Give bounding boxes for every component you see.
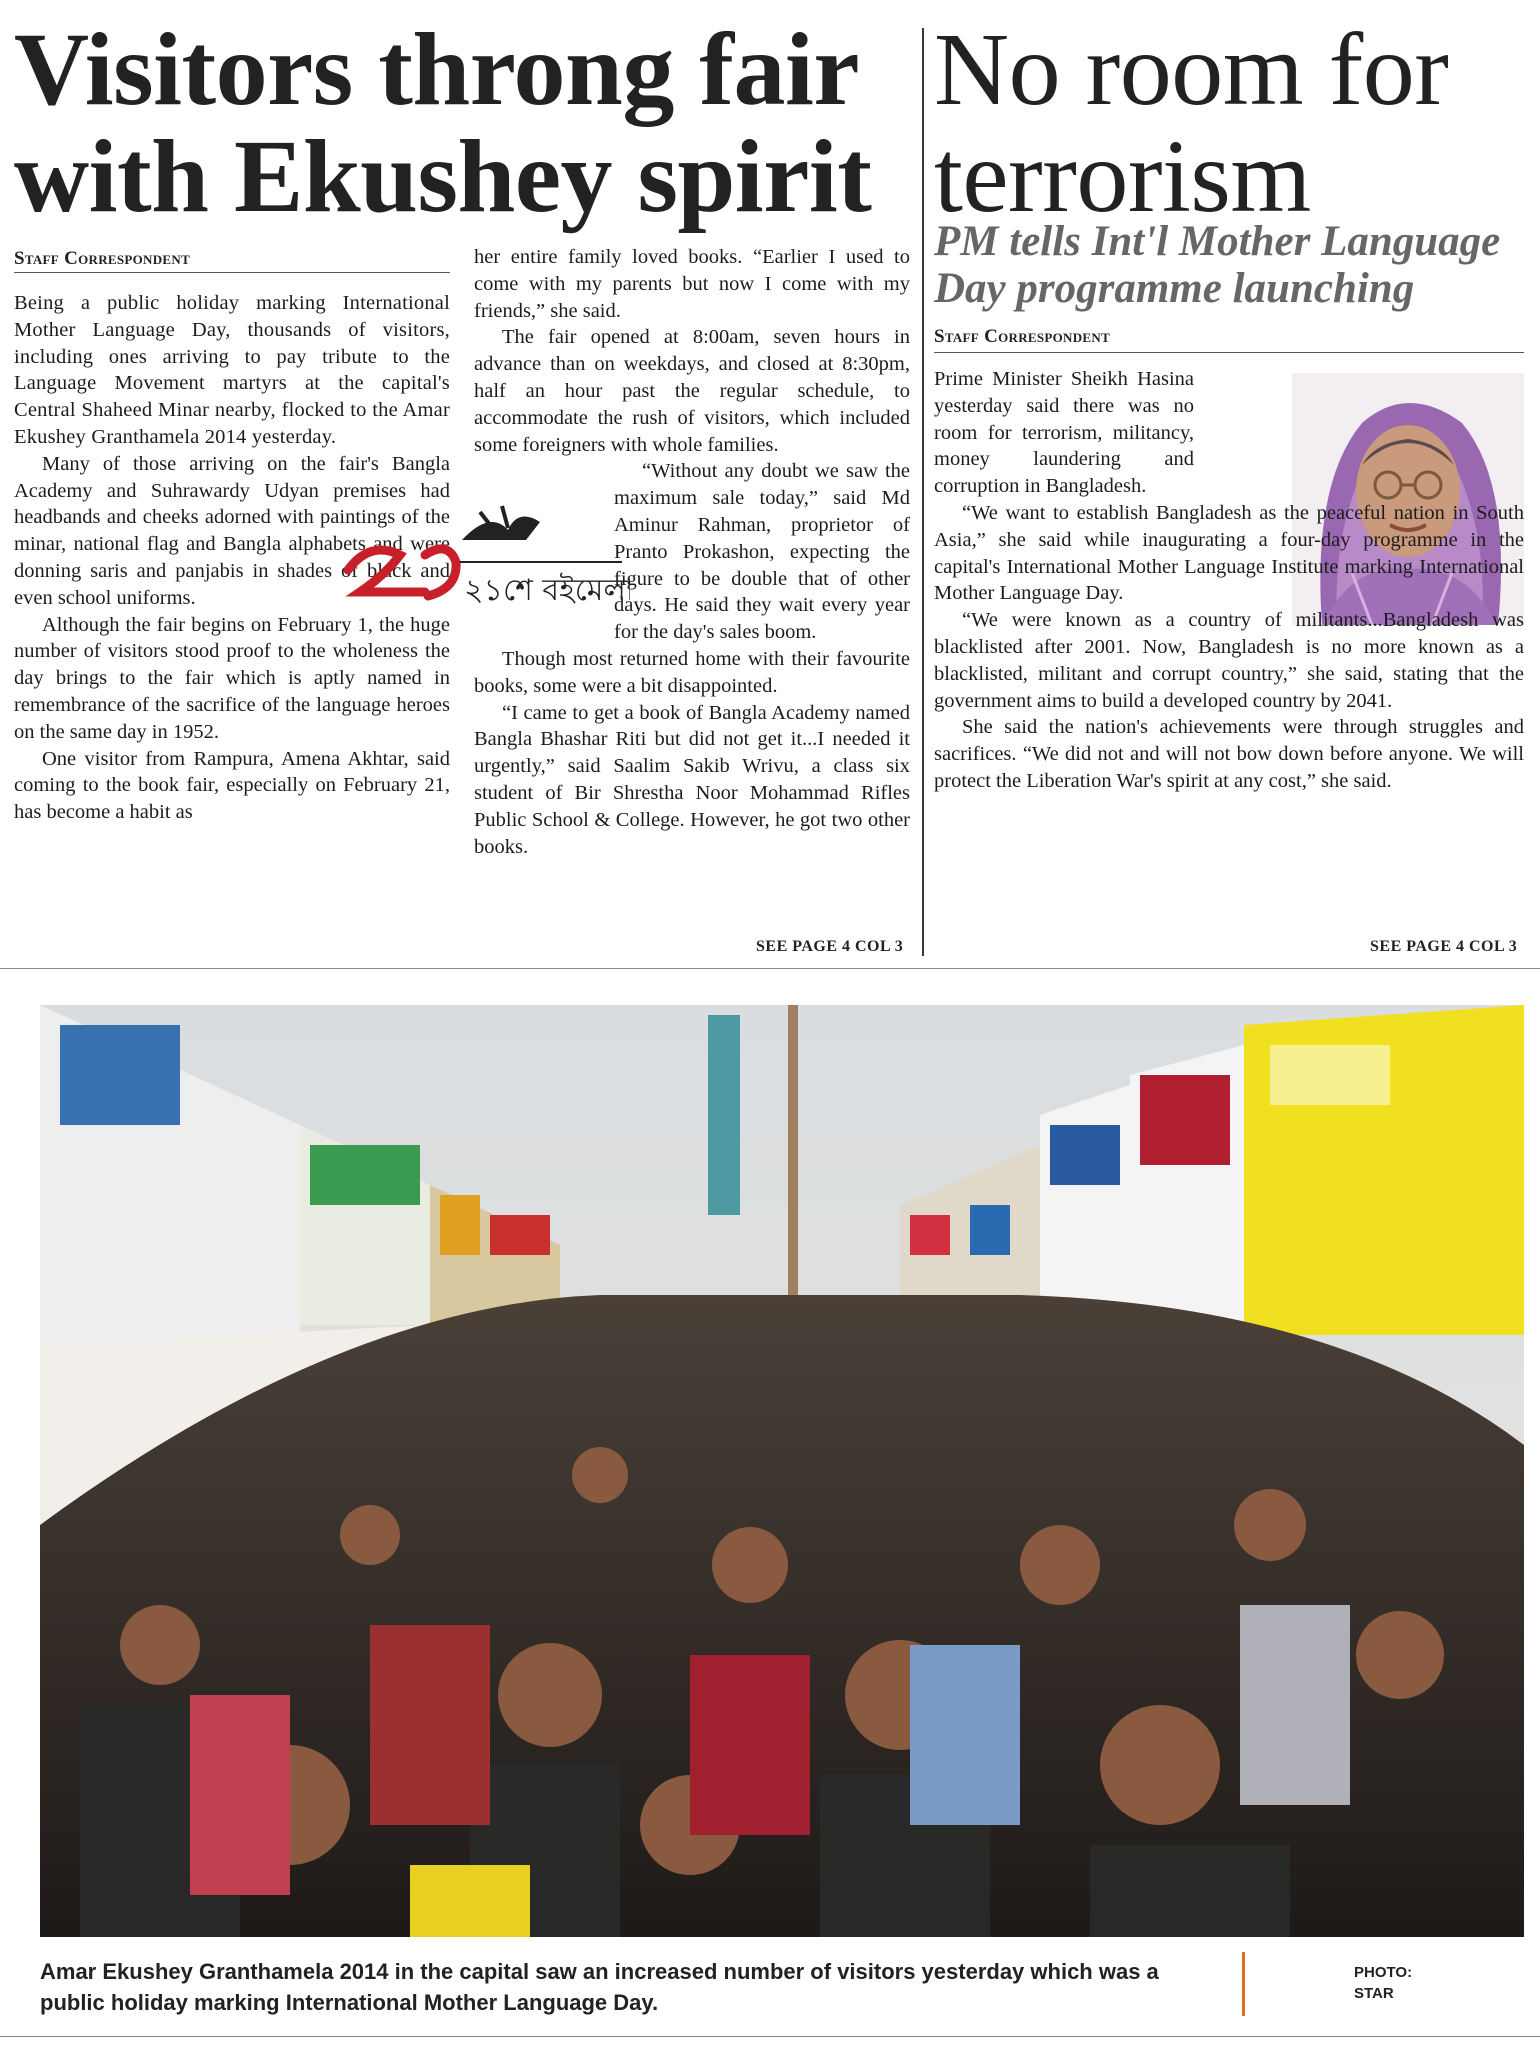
right-story-body: [934, 366, 1524, 795]
rule-under-byline-right: [934, 352, 1524, 353]
photo-credit-source: STAR: [1354, 1985, 1394, 2002]
logo-bangla-text: ২১শে বইমেলা: [464, 573, 630, 608]
photo-credit: [1354, 1962, 1412, 2004]
rule-above-photo: [0, 968, 1540, 969]
column-divider-main: [922, 28, 924, 956]
left-headline-line2: with Ekushey spirit: [14, 119, 872, 235]
right-subhead: PM tells Int'l Mother Language Day programme launching: [934, 218, 1501, 313]
logo-graphic: [330, 500, 630, 630]
crowd-photo-graphic: [40, 1005, 1524, 1937]
right-headline: [934, 12, 1534, 235]
right-see-page: SEE PAGE 4 COL 3: [1370, 938, 1518, 955]
left-col2-para2: The fair opened at 8:00am, seven hours in advance than on weekdays, and closed at 8:30pm, half an hour past the regular schedule, to accommodate the rush of visitors, which included some foreigners with whole families.: [474, 326, 910, 456]
left-col1-para3: Although the fair begins on February 1, the huge number of visitors stood proof to the wholeness the day brings to the fair which is aptly named in remembrance of the sacrifice of the language heroes on the same day in 1952.: [14, 613, 450, 743]
right-body-para3: “We were known as a country of militants...Bangladesh was blacklisted after 2001. Now, Bangladesh is no more known as a blacklisted, militant and corrupt country,” she said, stating that the government aims to build a developed country by 2041.: [934, 609, 1524, 712]
left-col1-para1: Being a public holiday marking International Mother Language Day, thousands of visitors, including ones arriving to pay tribute to the Language Movement martyrs at the capital's Central Shaheed Minar nearby, flocked to the Amar Ekushey Granthamela 2014 yesterday.: [14, 292, 450, 448]
right-headline-line1: No room for: [934, 12, 1449, 127]
left-see-page: SEE PAGE 4 COL 3: [756, 938, 904, 955]
left-headline-line1: Visitors throng fair: [14, 12, 860, 127]
left-col2-para1: her entire family loved books. “Earlier I used to come with my parents but now I come with my friends,” she said.: [474, 246, 910, 322]
right-body-para4: She said the nation's achievements were through struggles and sacrifices. “We did not and will not bow down before anyone. We will protect the Liberation War's spirit at any cost,” she said.: [934, 716, 1524, 792]
left-headline: [14, 12, 914, 235]
caption-accent-bar: [1242, 1952, 1245, 2016]
right-body-para2: “We want to establish Bangladesh as the peaceful nation in South Asia,” she said while inaugurating a four-day programme in the capital's International Mother Language Institute marking International Mother Language Day.: [934, 501, 1524, 605]
photo-credit-label: PHOTO:: [1354, 1964, 1413, 1981]
right-body-para1: Prime Minister Sheikh Hasina yesterday said there was no room for terrorism, militancy, money laundering and corruption in Bangladesh.: [934, 368, 1194, 498]
right-byline: Staff Correspondent: [934, 326, 1111, 347]
rule-bottom: [0, 2036, 1540, 2037]
left-col2-para5: “I came to get a book of Bangla Academy named Bangla Bhashar Riti but did not get it...I needed it urgently,” said Saalim Sakib Wrivu, a class six student of Bir Shrestha Noor Mohammad Rifles Public School & College. However, he got two other books.: [474, 701, 910, 858]
rule-under-byline-left: [14, 272, 450, 273]
left-byline: Staff Correspondent: [14, 248, 191, 269]
left-col2-para3: “Without any doubt we saw the maximum sale today,” said Md Aminur Rahman, proprietor of Pranto Prokashon, expecting the figure to be double that of other days. He said they wait every year for the day's sales boom.: [614, 460, 910, 644]
left-col2-para4: Though most returned home with their favourite books, some were a bit disappointed.: [474, 647, 910, 697]
ekushey-boimela-logo: [330, 500, 630, 630]
photo-caption: Amar Ekushey Granthamela 2014 in the capital saw an increased number of visitors yesterday which was a public holiday marking International Mother Language Day.: [40, 1959, 1159, 2015]
book-fair-crowd-photo: [40, 1005, 1524, 1937]
left-col1-para4: One visitor from Rampura, Amena Akhtar, said coming to the book fair, especially on February 21, has become a habit as: [14, 747, 450, 824]
right-headline-line2: terrorism: [934, 119, 1311, 235]
left-col1-para2: Many of those arriving on the fair's Bangla Academy and Suhrawardy Udyan premises had headbands and cheeks adorned with paintings of the minar, national flag and Bangla alphabets and were donning saris and panjabis in shades of black and even school uniforms.: [14, 452, 450, 609]
